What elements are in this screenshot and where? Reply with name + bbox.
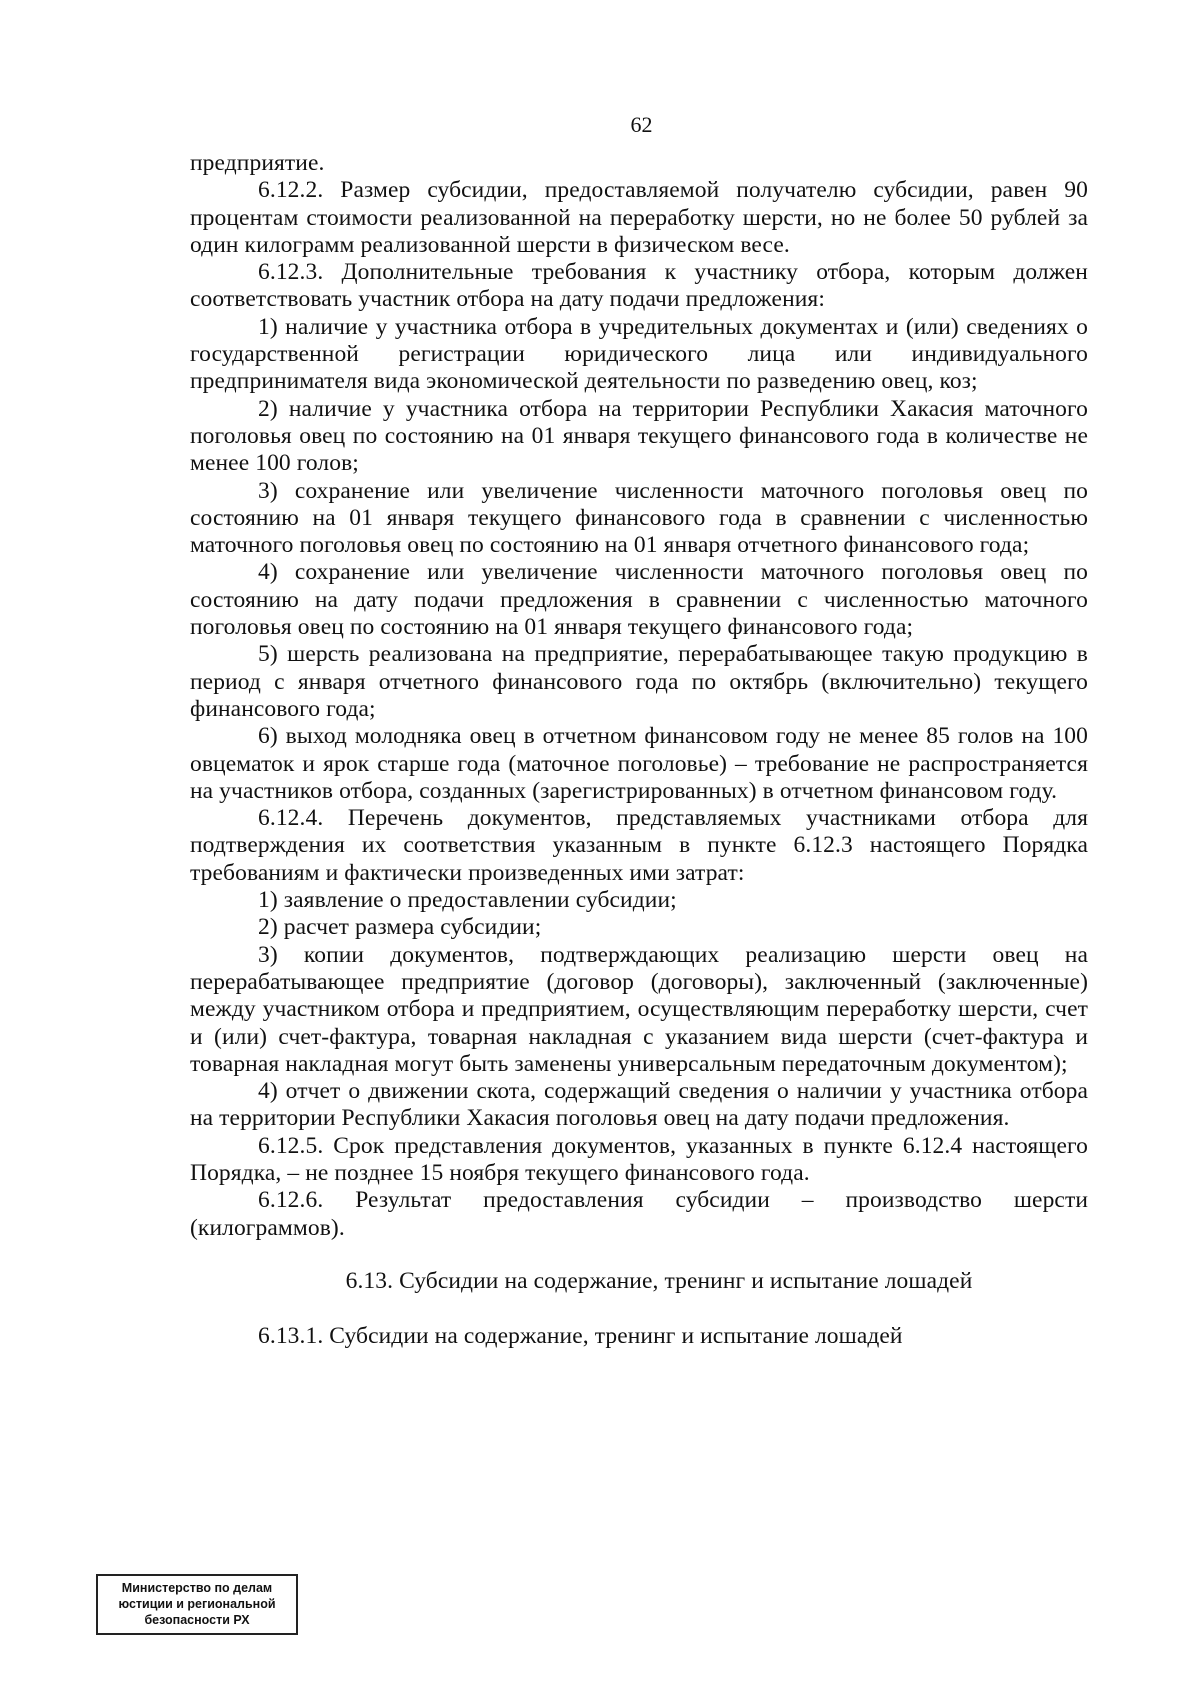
paragraph-6-12-4: 6.12.4. Перечень документов, представляемых участниками отбора для подтверждения их соответствия указанным в пункте 6.12.3 настоящего Порядка требованиям и фактически произведенных ими затрат: <box>190 805 1088 886</box>
paragraph-6-13-1: 6.13.1. Субсидии на содержание, тренинг и испытание лошадей <box>258 1323 903 1350</box>
paragraph-6-12-5: 6.12.5. Срок представления документов, указанных в пункте 6.12.4 настоящего Порядка, – не позднее 15 ноября текущего финансового года. <box>190 1132 1088 1186</box>
paragraph-6-12-2: 6.12.2. Размер субсидии, предоставляемой получателю субсидии, равен 90 процентам стоимости реализованной на переработку шерсти, но не более 50 рублей за один килограмм реализованной шерсти в физическом весе. <box>190 177 1088 258</box>
paragraph-continuation: предприятие. <box>190 150 325 176</box>
stamp-line: юстиции и региональной <box>118 1597 276 1611</box>
ministry-stamp <box>96 1574 298 1635</box>
requirement-item-6: 6) выход молодняка овец в отчетном финансовом году не менее 85 голов на 100 овцематок и ярок старше года (маточное поголовье) – требование не распространяется на участников отбора, созданных (зарегистрированных) в отчетном финансовом году. <box>190 723 1088 804</box>
requirement-item-3: 3) сохранение или увеличение численности маточного поголовья овец по состоянию на 01 января текущего финансового года в сравнении с численностью маточного поголовья овец по состоянию на 01 января отчетного финансового года; <box>190 477 1088 559</box>
document-item-3: 3) копии документов, подтверждающих реализацию шерсти овец на перерабатывающее предприятие (договор (договоры), заключенный (заключенные) между участником отбора и предприятием, осуществляющим переработку шерсти, счет и (или) счет-фактура, товарная накладная с указанием вида шерсти (счет-фактура и товарная накладная могут быть заменены универсальным передаточным документом); <box>190 941 1088 1077</box>
paragraph-6-12-6: 6.12.6. Результат предоставления субсидии – производство шерсти (килограммов). <box>190 1187 1088 1241</box>
document-item-2: 2) расчет размера субсидии; <box>258 914 542 941</box>
document-item-1: 1) заявление о предоставлении субсидии; <box>258 887 677 914</box>
document-item-4: 4) отчет о движении скота, содержащий сведения о наличии у участника отбора на территории Республики Хакасия поголовья овец на дату подачи предложения. <box>190 1078 1088 1132</box>
document-body <box>190 150 1088 1350</box>
requirement-item-1: 1) наличие у участника отбора в учредительных документах и (или) сведениях о государственной регистрации юридического лица или индивидуального предпринимателя вида экономической деятельности по разведению овец, коз; <box>190 313 1088 395</box>
requirement-item-4: 4) сохранение или увеличение численности маточного поголовья овец по состоянию на дату подачи предложения в сравнении с численностью маточного поголовья овец по состоянию на 01 января текущего финансового года; <box>190 559 1088 641</box>
stamp-line: Министерство по делам <box>121 1581 273 1595</box>
requirement-item-2: 2) наличие у участника отбора на территории Республики Хакасия маточного поголовья овец по состоянию на 01 января текущего финансового года в количестве не менее 100 голов; <box>190 395 1088 477</box>
stamp-line: безопасности РХ <box>144 1613 250 1627</box>
paragraph-6-12-3: 6.12.3. Дополнительные требования к участнику отбора, которым должен соответствовать участник отбора на дату подачи предложения: <box>190 259 1088 313</box>
section-heading: 6.13. Субсидии на содержание, тренинг и испытание лошадей <box>345 1267 973 1294</box>
page-number: 62 <box>630 112 653 137</box>
requirement-item-5: 5) шерсть реализована на предприятие, перерабатывающее такую продукцию в период с января отчетного финансового года по октябрь (включительно) текущего финансового года; <box>190 641 1088 722</box>
